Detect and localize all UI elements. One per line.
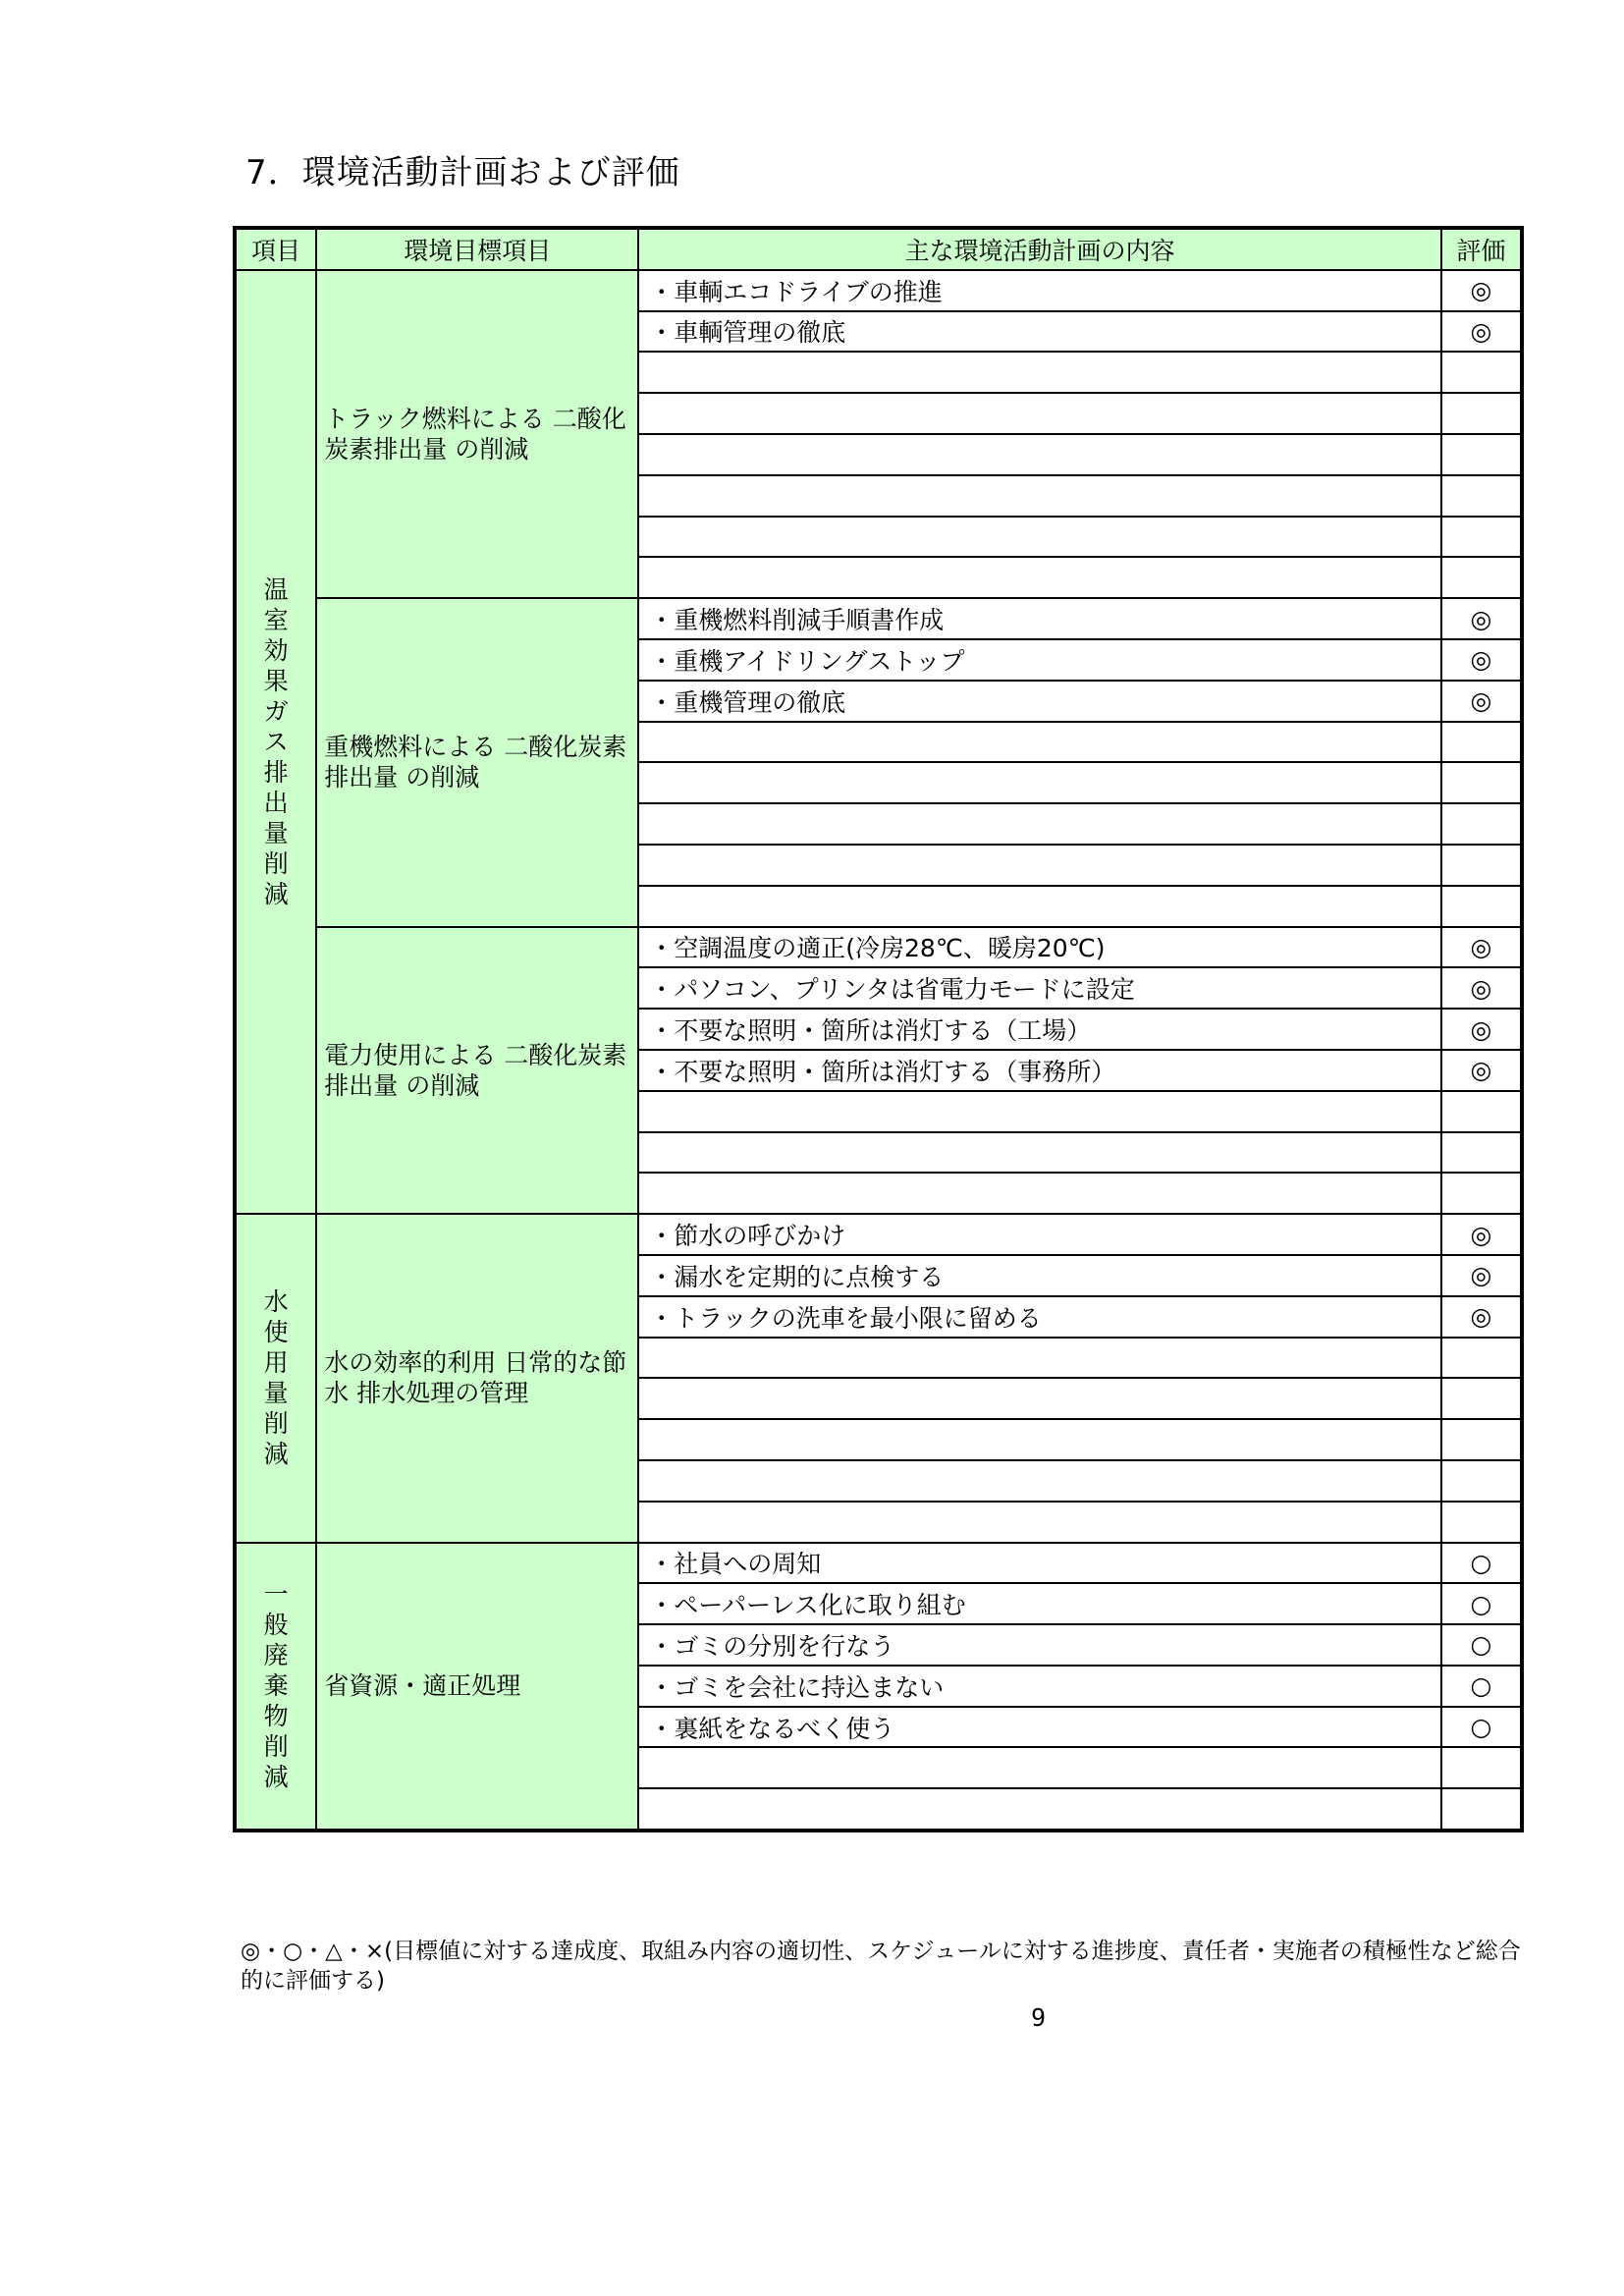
evaluation-cell: ○ [1441, 1583, 1522, 1624]
content-cell [638, 1338, 1440, 1379]
content-cell [638, 517, 1440, 558]
content-cell [638, 393, 1440, 434]
content-cell: ・不要な照明・箇所は消灯する（工場） [638, 1009, 1440, 1050]
content-cell [638, 1747, 1440, 1788]
evaluation-cell [1441, 352, 1522, 393]
content-cell [638, 1788, 1440, 1831]
evaluation-cell: ○ [1441, 1543, 1522, 1584]
evaluation-cell [1441, 1788, 1522, 1831]
category-label: 温室効果ガス排出量削減 [263, 574, 289, 908]
evaluation-cell [1441, 762, 1522, 803]
content-cell [638, 886, 1440, 927]
content-cell: ・重機管理の徹底 [638, 681, 1440, 722]
evaluation-cell [1441, 434, 1522, 475]
content-cell: ・重機燃料削減手順書作成 [638, 598, 1440, 639]
target-cell: 電力使用による 二酸化炭素排出量 の削減 [316, 927, 638, 1215]
evaluation-cell [1441, 1502, 1522, 1543]
table-row [235, 1543, 1522, 1584]
content-cell [638, 1132, 1440, 1174]
evaluation-cell [1441, 1091, 1522, 1132]
content-cell: ・車輌エコドライブの推進 [638, 270, 1440, 311]
evaluation-cell [1441, 1460, 1522, 1502]
content-cell: ・ペーパーレス化に取り組む [638, 1583, 1440, 1624]
table-row [235, 927, 1522, 968]
evaluation-cell [1441, 475, 1522, 517]
evaluation-cell [1441, 1747, 1522, 1788]
evaluation-cell: ○ [1441, 1707, 1522, 1748]
content-cell [638, 1419, 1440, 1460]
evaluation-cell: ◎ [1441, 681, 1522, 722]
evaluation-cell [1441, 1419, 1522, 1460]
content-cell [638, 475, 1440, 517]
evaluation-note: ◎・○・△・×(目標値に対する達成度、取組み内容の適切性、スケジュールに対する進捗度、責任者・実施者の積極性など総合的に評価する) [241, 1939, 1521, 1994]
evaluation-cell [1441, 1132, 1522, 1174]
content-cell [638, 762, 1440, 803]
content-cell [638, 352, 1440, 393]
content-cell: ・トラックの洗車を最小限に留める [638, 1296, 1440, 1338]
content-cell [638, 1173, 1440, 1214]
evaluation-cell [1441, 803, 1522, 845]
evaluation-cell: ◎ [1441, 270, 1522, 311]
content-cell: ・裏紙をなるべく使う [638, 1707, 1440, 1748]
evaluation-cell [1441, 557, 1522, 598]
evaluation-cell: ◎ [1441, 311, 1522, 353]
table-row [235, 270, 1522, 311]
content-cell: ・重機アイドリングストップ [638, 639, 1440, 681]
evaluation-cell [1441, 517, 1522, 558]
category-label: 水使用量削減 [263, 1287, 289, 1469]
evaluation-cell: ○ [1441, 1666, 1522, 1707]
content-cell [638, 1460, 1440, 1502]
category-cell [235, 270, 316, 1214]
evaluation-cell: ◎ [1441, 1296, 1522, 1338]
content-cell: ・車輌管理の徹底 [638, 311, 1440, 353]
content-cell: ・ゴミの分別を行なう [638, 1624, 1440, 1666]
content-cell [638, 1378, 1440, 1419]
content-cell: ・不要な照明・箇所は消灯する（事務所） [638, 1050, 1440, 1091]
target-cell: 水の効率的利用 日常的な節水 排水処理の管理 [316, 1214, 638, 1542]
content-cell [638, 1502, 1440, 1543]
content-cell [638, 845, 1440, 886]
evaluation-cell: ◎ [1441, 1050, 1522, 1091]
content-cell [638, 722, 1440, 763]
evaluation-cell [1441, 845, 1522, 886]
category-cell [235, 1214, 316, 1542]
table-row [235, 598, 1522, 639]
evaluation-cell: ◎ [1441, 1009, 1522, 1050]
evaluation-cell [1441, 393, 1522, 434]
evaluation-cell: ◎ [1441, 1255, 1522, 1296]
header-evaluation: 評価 [1441, 228, 1522, 270]
evaluation-cell [1441, 1338, 1522, 1379]
evaluation-cell: ◎ [1441, 927, 1522, 968]
content-cell: ・漏水を定期的に点検する [638, 1255, 1440, 1296]
evaluation-cell [1441, 1378, 1522, 1419]
content-cell: ・空調温度の適正(冷房28℃、暖房20℃) [638, 927, 1440, 968]
header-item: 項目 [235, 228, 316, 270]
evaluation-cell [1441, 886, 1522, 927]
target-cell: 省資源・適正処理 [316, 1543, 638, 1831]
category-label: 一般廃棄物削減 [263, 1580, 289, 1792]
target-cell: トラック燃料による 二酸化炭素排出量 の削減 [316, 270, 638, 598]
content-cell: ・社員への周知 [638, 1543, 1440, 1584]
content-cell: ・節水の呼びかけ [638, 1214, 1440, 1255]
table-header-row [235, 228, 1522, 270]
category-cell [235, 1543, 316, 1831]
activity-plan-table [233, 226, 1524, 1832]
table-row [235, 1214, 1522, 1255]
evaluation-cell: ◎ [1441, 1214, 1522, 1255]
page-number: 9 [1031, 2003, 1047, 2032]
content-cell [638, 434, 1440, 475]
evaluation-cell [1441, 722, 1522, 763]
evaluation-cell: ○ [1441, 1624, 1522, 1666]
evaluation-cell: ◎ [1441, 967, 1522, 1009]
content-cell: ・ゴミを会社に持込まない [638, 1666, 1440, 1707]
table-body [235, 270, 1522, 1831]
section-title: 7．環境活動計画および評価 [245, 153, 680, 192]
evaluation-cell: ◎ [1441, 639, 1522, 681]
content-cell [638, 1091, 1440, 1132]
content-cell [638, 803, 1440, 845]
target-cell: 重機燃料による 二酸化炭素排出量 の削減 [316, 598, 638, 926]
header-content: 主な環境活動計画の内容 [638, 228, 1440, 270]
header-target: 環境目標項目 [316, 228, 638, 270]
evaluation-cell [1441, 1173, 1522, 1214]
content-cell [638, 557, 1440, 598]
evaluation-cell: ◎ [1441, 598, 1522, 639]
content-cell: ・パソコン、プリンタは省電力モードに設定 [638, 967, 1440, 1009]
